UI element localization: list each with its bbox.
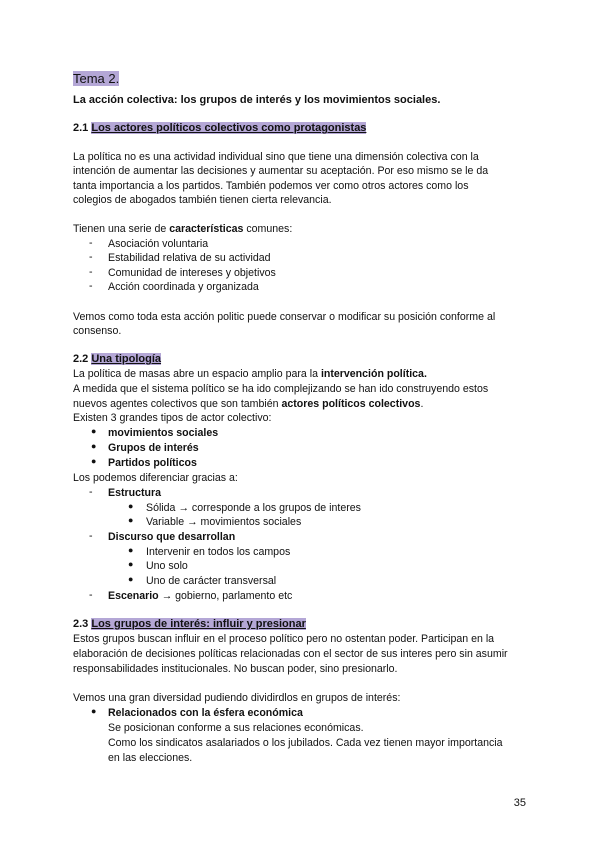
bullet-icon: ●: [128, 559, 134, 569]
list-item: Relacionados con la ésfera económica: [108, 707, 303, 719]
list-item: Discurso que desarrollan: [108, 531, 236, 543]
section-heading-2-2: [73, 352, 161, 366]
paragraph-line: Los podemos diferenciar gracias a:: [73, 472, 238, 484]
section-title: Una tipología: [91, 353, 162, 365]
paragraph-line: consenso.: [73, 325, 122, 337]
dash-marker: -: [89, 237, 93, 249]
section-number: 2.2: [73, 353, 89, 365]
paragraph-line: Se posicionan conforme a sus relaciones económicas.: [108, 722, 364, 734]
paragraph-line: elaboración de decisiones políticas relacionadas con el sector de sus interes pero sin asumir: [73, 648, 508, 660]
bold-term: Escenario: [108, 590, 159, 602]
list-item: Acción coordinada y organizada: [108, 281, 259, 293]
dash-marker: -: [89, 280, 93, 292]
section-title: Los grupos de interés: influir y presionar: [91, 618, 306, 630]
paragraph-line: en las elecciones.: [108, 752, 193, 764]
paragraph-line: colegios de abogados también tienen cierta relevancia.: [73, 194, 332, 206]
paragraph-line: Vemos una gran diversidad pudiendo dividirdlos en grupos de interés:: [73, 692, 401, 704]
dash-marker: -: [89, 530, 93, 542]
list-item: movimientos sociales: [108, 427, 219, 439]
dash-marker: -: [89, 266, 93, 278]
paragraph-line: Tienen una serie de características comunes:: [73, 223, 293, 235]
paragraph-line: intención de aumentar las decisiones y aumentar su aceptación. Por eso mismo se le da: [73, 165, 489, 177]
bullet-icon: ●: [128, 515, 134, 525]
paragraph-line: tanta importancia a los partidos. También podemos ver como otros actores como los: [73, 180, 469, 192]
paragraph-line: responsabilidades institucionales. No buscan poder, sino presionarlo.: [73, 663, 398, 675]
sub-list-item: Uno de carácter transversal: [146, 575, 277, 587]
list-item: Escenario → gobierno, parlamento etc: [108, 590, 293, 602]
bullet-icon: ●: [91, 426, 97, 436]
list-item: Grupos de interés: [108, 442, 199, 454]
bold-term: actores políticos colectivos: [281, 398, 421, 410]
dash-marker: -: [89, 589, 93, 601]
list-item: Comunidad de intereses y objetivos: [108, 267, 276, 279]
bullet-icon: ●: [128, 545, 134, 555]
bullet-icon: ●: [91, 441, 97, 451]
sub-list-item: Sólida → corresponde a los grupos de interes: [146, 502, 361, 514]
title-text: Tema 2.: [73, 71, 120, 86]
page-number: 35: [513, 797, 526, 809]
bold-term: intervención política.: [320, 368, 427, 380]
dash-marker: -: [89, 251, 93, 263]
section-title: Los actores políticos colectivos como protagonistas: [91, 122, 367, 134]
paragraph-line: A medida que el sistema político se ha ido complejizando se han ido construyendo estos: [73, 383, 489, 395]
paragraph-line: Estos grupos buscan influir en el proceso político pero no ostentan poder. Participan en la: [73, 633, 495, 645]
list-item: Estructura: [108, 487, 161, 499]
sub-list-item: Intervenir en todos los campos: [146, 546, 291, 558]
section-number: 2.1: [73, 122, 89, 134]
bullet-icon: ●: [91, 456, 97, 466]
dash-marker: -: [89, 486, 93, 498]
paragraph-line: Existen 3 grandes tipos de actor colectivo:: [73, 412, 272, 424]
list-item: Estabilidad relativa de su actividad: [108, 252, 271, 264]
bullet-icon: ●: [128, 574, 134, 584]
section-heading-2-1: [73, 121, 366, 135]
bullet-icon: ●: [91, 706, 97, 716]
sub-list-item: Uno solo: [146, 560, 188, 572]
section-number: 2.3: [73, 618, 89, 630]
bold-term: características: [169, 223, 244, 235]
sub-list-item: Variable → movimientos sociales: [146, 516, 302, 528]
section-heading-2-3: [73, 617, 306, 631]
bullet-icon: ●: [128, 501, 134, 511]
paragraph-line: nuevos agentes colectivos que son también actores políticos colectivos.: [73, 398, 424, 410]
paragraph-line: Como los sindicatos asalariados o los jubilados. Cada vez tienen mayor importancia: [108, 737, 503, 749]
page-title: [73, 72, 119, 86]
list-item: Partidos políticos: [108, 457, 197, 469]
list-item: Asociación voluntaria: [108, 238, 209, 250]
paragraph-line: La política de masas abre un espacio amplio para la intervención política.: [73, 368, 427, 380]
subtitle: La acción colectiva: los grupos de interés y los movimientos sociales.: [73, 94, 441, 106]
paragraph-line: Vemos como toda esta acción politic puede conservar o modificar su posición conforme al: [73, 311, 496, 323]
paragraph-line: La política no es una actividad individual sino que tiene una dimensión colectiva con la: [73, 151, 479, 163]
